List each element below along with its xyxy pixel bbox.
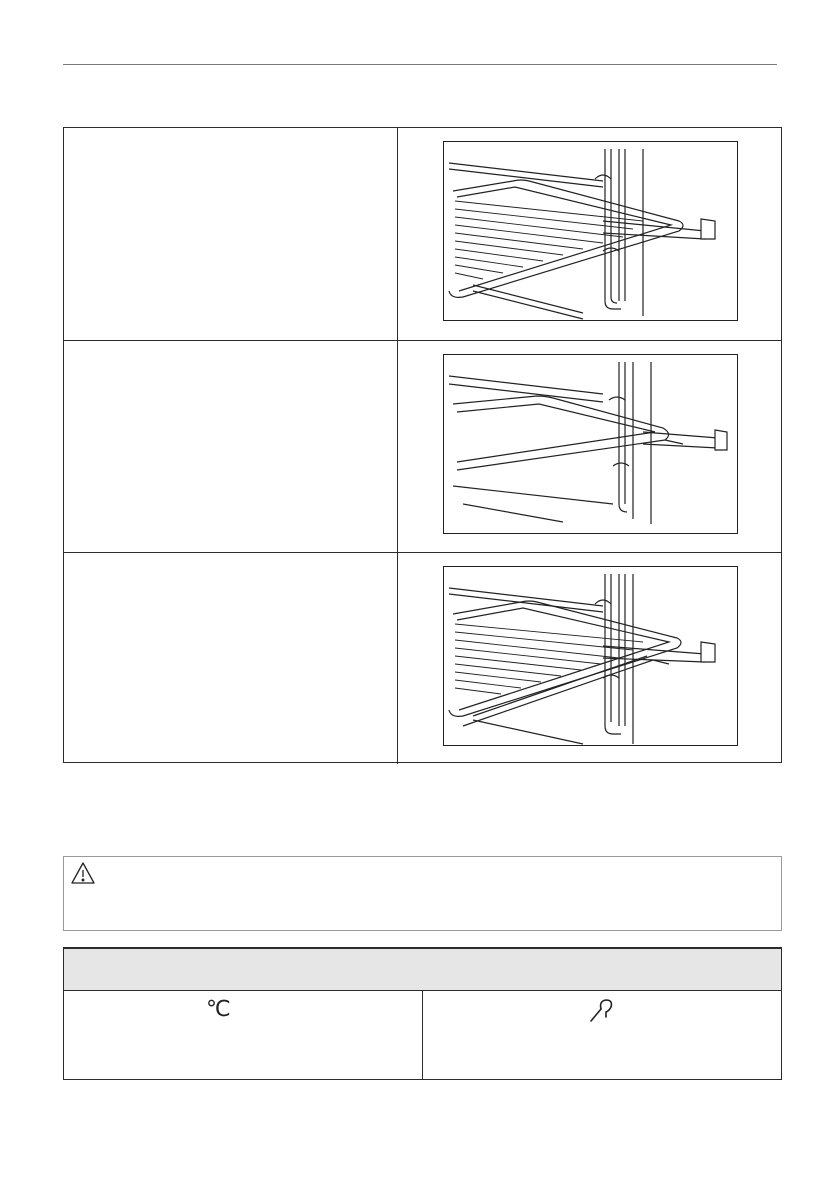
table-row [64,552,781,764]
wire-shelf-insertion-icon [443,141,738,321]
celsius-icon: ℃ [206,997,231,1022]
instruction-cell [64,128,398,340]
header-rule [63,64,777,65]
table-row [64,340,781,552]
instruction-cell [64,341,398,552]
baking-tray-insertion-icon [443,354,738,534]
food-probe-icon [587,997,615,1025]
illustration-cell [398,128,781,340]
shelf-insertion-table [63,127,782,763]
instruction-cell [64,553,398,764]
table-row [64,128,781,340]
warning-triangle-icon [70,861,96,885]
warning-box [63,856,782,931]
illustration-cell [398,553,781,764]
wire-shelf-with-tray-insertion-icon [443,566,738,746]
celsius-column [64,991,423,1080]
food-probe-column [423,991,781,1080]
illustration-cell [398,341,781,552]
functions-table [63,947,782,1080]
table-header [64,949,781,991]
